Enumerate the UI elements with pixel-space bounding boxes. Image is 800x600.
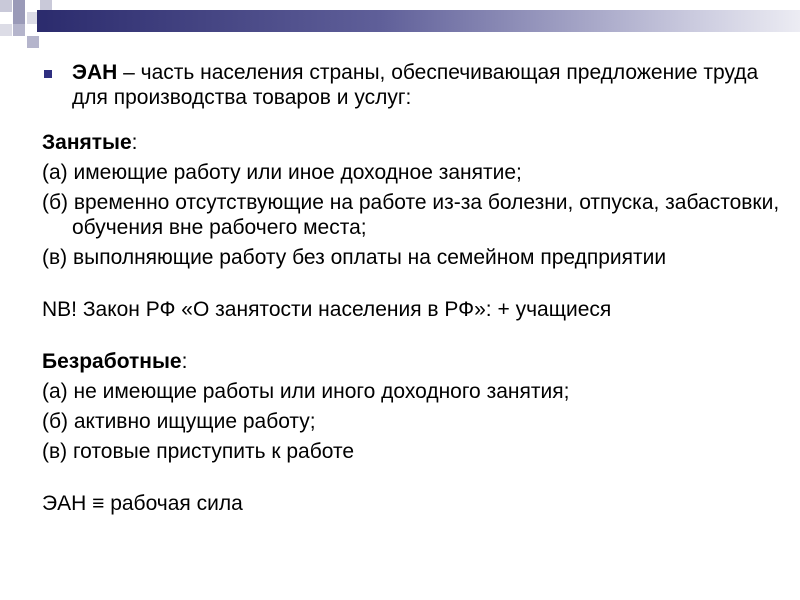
- employed-heading-text: Занятые: [42, 131, 132, 154]
- employed-item: (а) имеющие работу или иное доходное занятие;: [42, 161, 522, 184]
- unemployed-item: (а) не имеющие работы или иного доходного занятия;: [42, 380, 570, 403]
- decor-square: [13, 12, 25, 24]
- decor-square: [13, 24, 25, 36]
- decor-square: [13, 0, 25, 12]
- unemployed-heading-colon: :: [181, 350, 188, 373]
- intro-text: – часть населения страны, обеспечивающая предложение труда для производства товаров и услуг:: [72, 61, 759, 109]
- unemployed-heading: [42, 349, 782, 374]
- equivalence-note: ЭАН ≡ рабочая сила: [42, 492, 243, 515]
- intro-term: ЭАН: [72, 61, 118, 84]
- decor-square: [0, 0, 12, 12]
- employed-item: (в) выполняющие работу без оплаты на семейном предприятии: [42, 246, 667, 269]
- decor-square: [27, 36, 39, 48]
- unemployed-item: (в) готовые приступить к работе: [42, 440, 355, 463]
- square-bullet-icon: [44, 70, 52, 78]
- employed-item: (б) временно отсутствующие на работе из-за болезни, отпуска, забастовки, обучения вне рабочего места;: [42, 191, 780, 239]
- employed-heading: [42, 130, 782, 155]
- spacer: [42, 469, 782, 491]
- unemployed-heading-text: Безработные: [42, 350, 182, 373]
- header-gradient-bar: [37, 10, 800, 32]
- spacer: [42, 327, 782, 349]
- slide-body: [42, 60, 782, 521]
- law-note: NB! Закон РФ «О занятости населения в РФ»: + учащиеся: [42, 298, 612, 321]
- employed-heading-colon: :: [131, 131, 138, 154]
- spacer: [42, 275, 782, 297]
- unemployed-item: (б) активно ищущие работу;: [42, 410, 316, 433]
- decor-square: [0, 24, 12, 36]
- intro-paragraph: [42, 60, 782, 110]
